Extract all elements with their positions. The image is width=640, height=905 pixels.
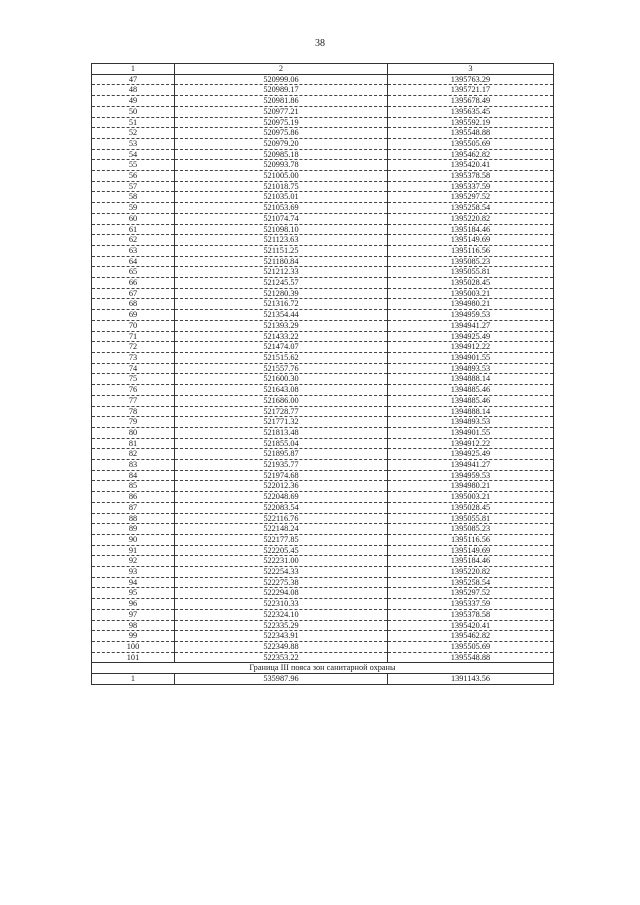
x-coordinate-cell: 522294.08 <box>175 588 388 599</box>
table-row <box>92 310 554 321</box>
y-coordinate-cell: 1395149.69 <box>388 545 554 556</box>
column-header-3: 3 <box>388 64 554 75</box>
x-coordinate-cell: 521393.29 <box>175 320 388 331</box>
point-number-cell: 52 <box>92 128 175 139</box>
y-coordinate-cell: 1395420.41 <box>388 620 554 631</box>
y-coordinate-cell: 1395085.23 <box>388 524 554 535</box>
x-coordinate-cell: 521053.69 <box>175 203 388 214</box>
table-row <box>92 128 554 139</box>
point-number-cell: 74 <box>92 363 175 374</box>
x-coordinate-cell: 521728.77 <box>175 406 388 417</box>
y-coordinate-cell: 1394885.46 <box>388 395 554 406</box>
point-number-cell: 1 <box>92 674 175 685</box>
x-coordinate-cell: 520999.06 <box>175 74 388 85</box>
y-coordinate-cell: 1395220.82 <box>388 567 554 578</box>
table-row <box>92 278 554 289</box>
table-row <box>92 631 554 642</box>
point-number-cell: 93 <box>92 567 175 578</box>
x-coordinate-cell: 522148.24 <box>175 524 388 535</box>
x-coordinate-cell: 521151.25 <box>175 245 388 256</box>
table-row <box>92 235 554 246</box>
page-number: 38 <box>315 38 325 49</box>
point-number-cell: 81 <box>92 438 175 449</box>
point-number-cell: 53 <box>92 138 175 149</box>
table-row <box>92 374 554 385</box>
point-number-cell: 98 <box>92 620 175 631</box>
table-row <box>92 267 554 278</box>
y-coordinate-cell: 1395116.56 <box>388 245 554 256</box>
point-number-cell: 90 <box>92 534 175 545</box>
y-coordinate-cell: 1395003.21 <box>388 492 554 503</box>
x-coordinate-cell: 522231.00 <box>175 556 388 567</box>
column-header-2: 2 <box>175 64 388 75</box>
table-row <box>92 299 554 310</box>
coordinates-table <box>91 63 554 685</box>
table-row <box>92 449 554 460</box>
y-coordinate-cell: 1395635.45 <box>388 106 554 117</box>
table-row <box>92 213 554 224</box>
y-coordinate-cell: 1395462.82 <box>388 631 554 642</box>
table-row <box>92 577 554 588</box>
table-row <box>92 149 554 160</box>
table-row <box>92 502 554 513</box>
x-coordinate-cell: 521686.00 <box>175 395 388 406</box>
table-row <box>92 674 554 685</box>
y-coordinate-cell: 1395592.19 <box>388 117 554 128</box>
x-coordinate-cell: 521098.10 <box>175 224 388 235</box>
y-coordinate-cell: 1395258.54 <box>388 577 554 588</box>
y-coordinate-cell: 1395337.59 <box>388 181 554 192</box>
x-coordinate-cell: 522205.45 <box>175 545 388 556</box>
point-number-cell: 56 <box>92 171 175 182</box>
point-number-cell: 91 <box>92 545 175 556</box>
table-row <box>92 342 554 353</box>
x-coordinate-cell: 521180.84 <box>175 256 388 267</box>
point-number-cell: 77 <box>92 395 175 406</box>
point-number-cell: 99 <box>92 631 175 642</box>
x-coordinate-cell: 521771.32 <box>175 417 388 428</box>
table-row <box>92 406 554 417</box>
y-coordinate-cell: 1394925.49 <box>388 449 554 460</box>
table-row <box>92 160 554 171</box>
x-coordinate-cell: 521935.77 <box>175 460 388 471</box>
point-number-cell: 54 <box>92 149 175 160</box>
point-number-cell: 84 <box>92 470 175 481</box>
x-coordinate-cell: 521074.74 <box>175 213 388 224</box>
point-number-cell: 55 <box>92 160 175 171</box>
x-coordinate-cell: 521245.57 <box>175 278 388 289</box>
table-row <box>92 288 554 299</box>
point-number-cell: 59 <box>92 203 175 214</box>
point-number-cell: 97 <box>92 609 175 620</box>
table-row <box>92 556 554 567</box>
y-coordinate-cell: 1394901.55 <box>388 352 554 363</box>
table-row <box>92 181 554 192</box>
point-number-cell: 75 <box>92 374 175 385</box>
x-coordinate-cell: 522116.76 <box>175 513 388 524</box>
point-number-cell: 92 <box>92 556 175 567</box>
point-number-cell: 61 <box>92 224 175 235</box>
table-row <box>92 620 554 631</box>
x-coordinate-cell: 521895.87 <box>175 449 388 460</box>
point-number-cell: 85 <box>92 481 175 492</box>
x-coordinate-cell: 522349.88 <box>175 641 388 652</box>
coordinates-table-body <box>92 64 554 685</box>
point-number-cell: 96 <box>92 599 175 610</box>
table-row <box>92 245 554 256</box>
x-coordinate-cell: 521855.04 <box>175 438 388 449</box>
table-row <box>92 138 554 149</box>
table-row <box>92 320 554 331</box>
x-coordinate-cell: 520981.86 <box>175 96 388 107</box>
table-row <box>92 588 554 599</box>
table-row <box>92 331 554 342</box>
y-coordinate-cell: 1394912.22 <box>388 438 554 449</box>
point-number-cell: 82 <box>92 449 175 460</box>
y-coordinate-cell: 1395378.58 <box>388 171 554 182</box>
table-row <box>92 106 554 117</box>
y-coordinate-cell: 1395003.21 <box>388 288 554 299</box>
x-coordinate-cell: 522353.22 <box>175 652 388 663</box>
table-row <box>92 460 554 471</box>
x-coordinate-cell: 521643.08 <box>175 385 388 396</box>
table-row <box>92 74 554 85</box>
table-row <box>92 609 554 620</box>
x-coordinate-cell: 522083.54 <box>175 502 388 513</box>
y-coordinate-cell: 1395220.82 <box>388 213 554 224</box>
point-number-cell: 49 <box>92 96 175 107</box>
y-coordinate-cell: 1395184.46 <box>388 556 554 567</box>
table-row <box>92 599 554 610</box>
point-number-cell: 67 <box>92 288 175 299</box>
table-row <box>92 652 554 663</box>
y-coordinate-cell: 1395378.58 <box>388 609 554 620</box>
table-row <box>92 513 554 524</box>
table-row <box>92 395 554 406</box>
x-coordinate-cell: 522324.10 <box>175 609 388 620</box>
point-number-cell: 60 <box>92 213 175 224</box>
x-coordinate-cell: 522343.91 <box>175 631 388 642</box>
table-row <box>92 567 554 578</box>
section-title-row <box>92 663 554 674</box>
x-coordinate-cell: 521600.30 <box>175 374 388 385</box>
y-coordinate-cell: 1394912.22 <box>388 342 554 353</box>
y-coordinate-cell: 1395505.69 <box>388 138 554 149</box>
table-row <box>92 96 554 107</box>
y-coordinate-cell: 1395055.81 <box>388 513 554 524</box>
x-coordinate-cell: 535987.96 <box>175 674 388 685</box>
point-number-cell: 51 <box>92 117 175 128</box>
y-coordinate-cell: 1395462.82 <box>388 149 554 160</box>
point-number-cell: 79 <box>92 417 175 428</box>
point-number-cell: 83 <box>92 460 175 471</box>
x-coordinate-cell: 521316.72 <box>175 299 388 310</box>
x-coordinate-cell: 521557.76 <box>175 363 388 374</box>
table-row <box>92 117 554 128</box>
table-row <box>92 545 554 556</box>
point-number-cell: 71 <box>92 331 175 342</box>
point-number-cell: 100 <box>92 641 175 652</box>
x-coordinate-cell: 520975.19 <box>175 117 388 128</box>
table-row <box>92 256 554 267</box>
table-header-row <box>92 64 554 75</box>
y-coordinate-cell: 1395548.88 <box>388 652 554 663</box>
y-coordinate-cell: 1395337.59 <box>388 599 554 610</box>
y-coordinate-cell: 1395548.88 <box>388 128 554 139</box>
y-coordinate-cell: 1394885.46 <box>388 385 554 396</box>
table-row <box>92 203 554 214</box>
x-coordinate-cell: 522012.36 <box>175 481 388 492</box>
x-coordinate-cell: 522254.33 <box>175 567 388 578</box>
y-coordinate-cell: 1394925.49 <box>388 331 554 342</box>
x-coordinate-cell: 522275.38 <box>175 577 388 588</box>
point-number-cell: 63 <box>92 245 175 256</box>
table-row <box>92 481 554 492</box>
y-coordinate-cell: 1395297.52 <box>388 588 554 599</box>
x-coordinate-cell: 521018.75 <box>175 181 388 192</box>
point-number-cell: 48 <box>92 85 175 96</box>
x-coordinate-cell: 520985.18 <box>175 149 388 160</box>
x-coordinate-cell: 521280.39 <box>175 288 388 299</box>
table-row <box>92 352 554 363</box>
x-coordinate-cell: 522310.33 <box>175 599 388 610</box>
x-coordinate-cell: 522048.69 <box>175 492 388 503</box>
x-coordinate-cell: 520993.78 <box>175 160 388 171</box>
point-number-cell: 78 <box>92 406 175 417</box>
x-coordinate-cell: 521515.62 <box>175 352 388 363</box>
y-coordinate-cell: 1395505.69 <box>388 641 554 652</box>
x-coordinate-cell: 520979.20 <box>175 138 388 149</box>
point-number-cell: 58 <box>92 192 175 203</box>
x-coordinate-cell: 520977.21 <box>175 106 388 117</box>
y-coordinate-cell: 1394941.27 <box>388 460 554 471</box>
point-number-cell: 64 <box>92 256 175 267</box>
point-number-cell: 68 <box>92 299 175 310</box>
x-coordinate-cell: 521433.22 <box>175 331 388 342</box>
y-coordinate-cell: 1394959.53 <box>388 470 554 481</box>
y-coordinate-cell: 1394980.21 <box>388 481 554 492</box>
y-coordinate-cell: 1394888.14 <box>388 374 554 385</box>
column-header-1: 1 <box>92 64 175 75</box>
point-number-cell: 76 <box>92 385 175 396</box>
point-number-cell: 65 <box>92 267 175 278</box>
y-coordinate-cell: 1395763.29 <box>388 74 554 85</box>
point-number-cell: 88 <box>92 513 175 524</box>
point-number-cell: 69 <box>92 310 175 321</box>
y-coordinate-cell: 1394980.21 <box>388 299 554 310</box>
point-number-cell: 95 <box>92 588 175 599</box>
y-coordinate-cell: 1395297.52 <box>388 192 554 203</box>
x-coordinate-cell: 522335.29 <box>175 620 388 631</box>
y-coordinate-cell: 1394941.27 <box>388 320 554 331</box>
y-coordinate-cell: 1395721.17 <box>388 85 554 96</box>
point-number-cell: 89 <box>92 524 175 535</box>
table-row <box>92 524 554 535</box>
y-coordinate-cell: 1395055.81 <box>388 267 554 278</box>
x-coordinate-cell: 520989.17 <box>175 85 388 96</box>
x-coordinate-cell: 521813.48 <box>175 427 388 438</box>
table-row <box>92 224 554 235</box>
y-coordinate-cell: 1394893.53 <box>388 417 554 428</box>
point-number-cell: 47 <box>92 74 175 85</box>
point-number-cell: 73 <box>92 352 175 363</box>
x-coordinate-cell: 521974.68 <box>175 470 388 481</box>
x-coordinate-cell: 521035.01 <box>175 192 388 203</box>
point-number-cell: 101 <box>92 652 175 663</box>
table-row <box>92 385 554 396</box>
x-coordinate-cell: 521212.33 <box>175 267 388 278</box>
y-coordinate-cell: 1395149.69 <box>388 235 554 246</box>
y-coordinate-cell: 1395085.23 <box>388 256 554 267</box>
point-number-cell: 70 <box>92 320 175 331</box>
table-row <box>92 363 554 374</box>
table-row <box>92 171 554 182</box>
point-number-cell: 50 <box>92 106 175 117</box>
y-coordinate-cell: 1394959.53 <box>388 310 554 321</box>
table-row <box>92 534 554 545</box>
point-number-cell: 87 <box>92 502 175 513</box>
x-coordinate-cell: 520975.86 <box>175 128 388 139</box>
point-number-cell: 57 <box>92 181 175 192</box>
x-coordinate-cell: 521354.44 <box>175 310 388 321</box>
point-number-cell: 72 <box>92 342 175 353</box>
y-coordinate-cell: 1395258.54 <box>388 203 554 214</box>
table-row <box>92 85 554 96</box>
table-row <box>92 438 554 449</box>
point-number-cell: 66 <box>92 278 175 289</box>
table-row <box>92 192 554 203</box>
point-number-cell: 80 <box>92 427 175 438</box>
section-title: Граница III пояса зон санитарной охраны <box>92 663 554 674</box>
y-coordinate-cell: 1395028.45 <box>388 502 554 513</box>
y-coordinate-cell: 1395420.41 <box>388 160 554 171</box>
y-coordinate-cell: 1394901.55 <box>388 427 554 438</box>
point-number-cell: 62 <box>92 235 175 246</box>
point-number-cell: 86 <box>92 492 175 503</box>
y-coordinate-cell: 1395116.56 <box>388 534 554 545</box>
x-coordinate-cell: 521474.07 <box>175 342 388 353</box>
table-row <box>92 470 554 481</box>
y-coordinate-cell: 1395184.46 <box>388 224 554 235</box>
x-coordinate-cell: 521005.00 <box>175 171 388 182</box>
point-number-cell: 94 <box>92 577 175 588</box>
y-coordinate-cell: 1395028.45 <box>388 278 554 289</box>
y-coordinate-cell: 1395678.49 <box>388 96 554 107</box>
table-row <box>92 417 554 428</box>
y-coordinate-cell: 1391143.56 <box>388 674 554 685</box>
table-row <box>92 427 554 438</box>
table-row <box>92 492 554 503</box>
y-coordinate-cell: 1394893.53 <box>388 363 554 374</box>
y-coordinate-cell: 1394888.14 <box>388 406 554 417</box>
x-coordinate-cell: 521123.63 <box>175 235 388 246</box>
table-row <box>92 641 554 652</box>
x-coordinate-cell: 522177.85 <box>175 534 388 545</box>
